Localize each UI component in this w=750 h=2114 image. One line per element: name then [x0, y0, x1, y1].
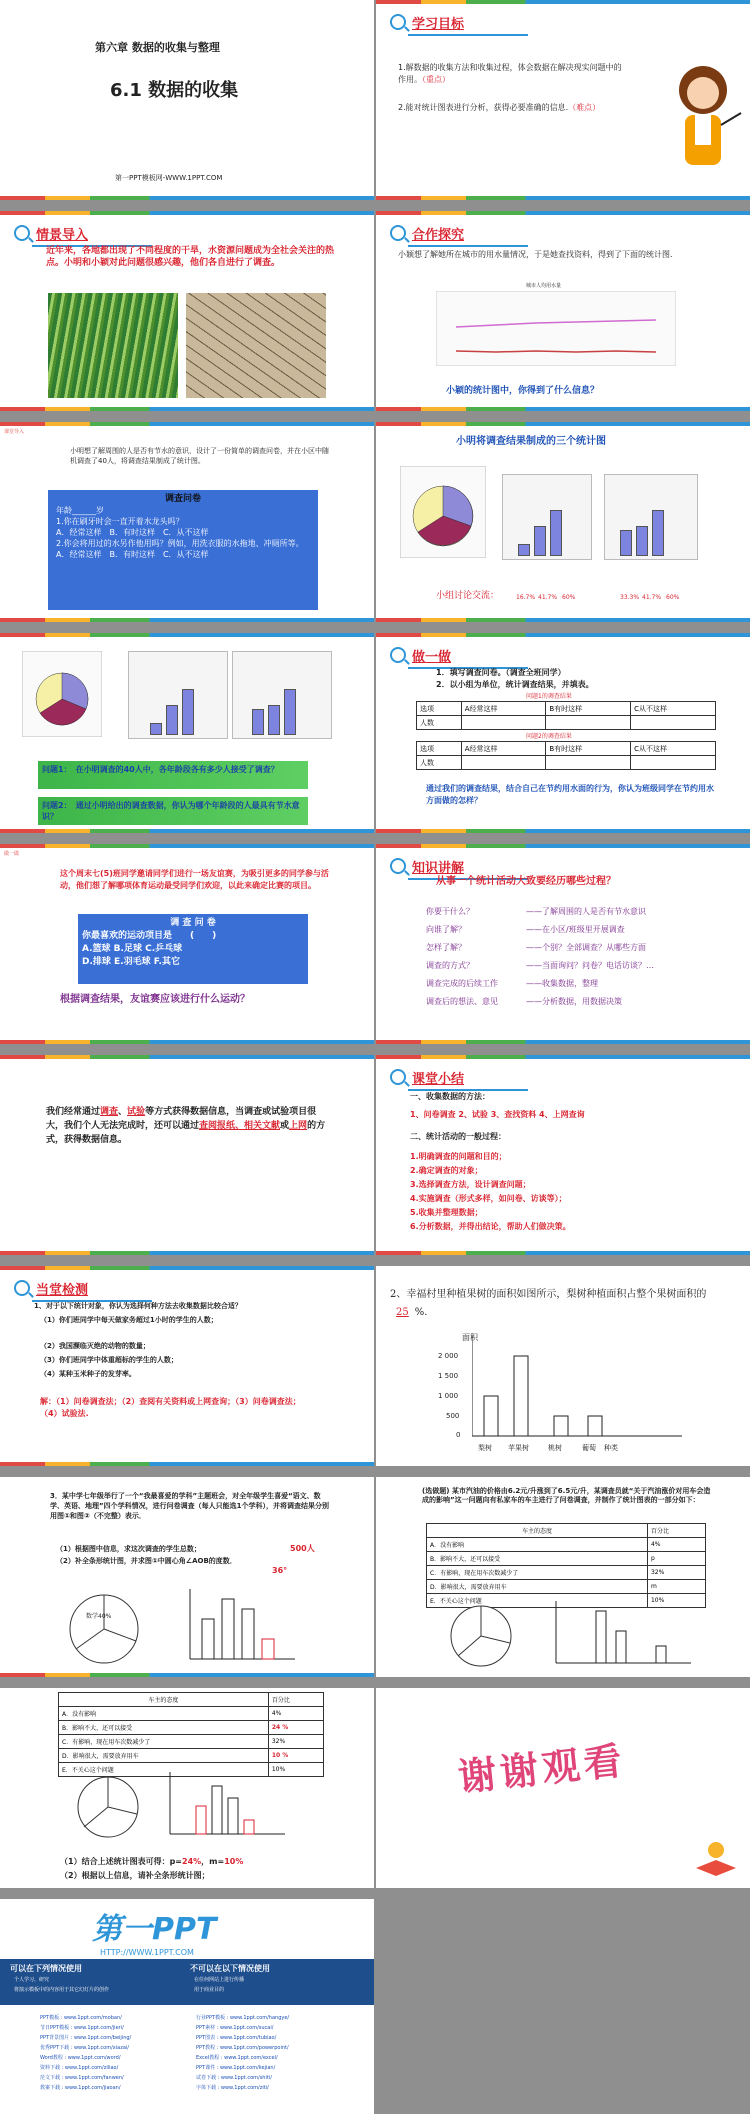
methods-text: 我们经常通过调查、试验等方式获得数据信息，当调查或试验项目很大，我们个人无法完成时，还可以通过查阅报纸、相关文献或上网的方式，获得数据信息。: [46, 1107, 326, 1145]
section-header: 合作探究: [390, 223, 464, 243]
section-header: 学习目标: [390, 12, 464, 32]
footer-text: 第一PPT模板网-WWW.1PPT.COM: [115, 174, 223, 182]
y-tick-1500: 1 500: [438, 1372, 459, 1380]
chapter-title: 第六章 数据的收集与整理: [95, 41, 220, 54]
slide-survey: 课堂导入 小明想了解周围的人是否有节水的意识，设计了一份简单的调查问卷，并在小区中随机调查了40人，将调查结果制成了统计图。 调查问卷 年龄______岁 1.你在刷牙时会一直开着水龙头吗？ A．经常这样 B．有时这样 C．从不这样 2.你会将用过的水另作他用吗？例如，用洗衣服的水拖地、冲厕所等。 A．经常这样 B．有时这样 C．从不这样: [0, 422, 374, 622]
slide-fuel: (选做题) 某市汽油的价格由6.2元/升涨到了6.5元/升，某调查员就“关于汽油涨价对用车会造成的影响”这一问题向有私家车的车主进行了问卷调查，并制作了统计图表的一部分如下： 车主的态度 百分比 A．没有影响 4% B．影响不大，还可以接受 p C．有影响，现在用车次数减少了 32% D．影响很大，需要放弃用车 m E．不关心这个问题 10%: [376, 1477, 750, 1677]
y-tick-0: 0: [456, 1431, 461, 1439]
magnifier-icon: [14, 225, 30, 241]
slide-summary: 课堂小结 一、收集数据的方法： 1、问卷调查 2、试验 3、查找资料 4、上网查询 二、统计活动的一般过程： 1.明确调查的问题和目的； 2.确定调查的对象； 3.选择调查方法，设计调查问题； 4.实施调查（形式多样，如问卷、访谈等）； 5.收集并整理数据； 6.分析数据，并得出结论，帮助人们做决策。: [376, 1055, 750, 1255]
fuel-answer-table: 车主的态度 百分比 A．没有影响 4% B．影响不大，还可以接受 24 % C．有影响，现在用车次数减少了 32% D．影响很大，需要放弃用车 10 % E．不关心这个问题 10%: [58, 1692, 324, 1777]
section-header: 知识讲解: [390, 856, 464, 876]
section-header: 课堂小结: [390, 1067, 464, 1087]
charts-title: 小明将调查结果制成的三个统计图: [456, 436, 606, 447]
bar-苹果树: [514, 1356, 528, 1436]
slide-knowledge: 知识讲解 从事一个统计活动大致要经历哪些过程？ 你要干什么？ ——了解周围的人是否有节水意识 向谁了解？ ——在小区/班级里开展调查 怎样了解？ ——个别？全部调查？从哪些方面 调查的方式？ ——当面询问？问卷？电话访谈？… 调查完成的后续工作 ——收集数据，整理 调查后的想法、意见 ——分析数据，用数据决策: [376, 844, 750, 1044]
x-label-grape: 葡萄: [582, 1444, 596, 1452]
survey-box: 调查问卷 年龄______岁 1.你在刷牙时会一直开着水龙头吗？ A．经常这样 B．有时这样 C．从不这样 2.你会将用过的水另作他用吗？例如，用洗衣服的水拖地、冲厕所等。 A．经常这样 B．有时这样 C．从不这样: [48, 490, 318, 610]
slide-orchard: 2、幸福村里种植果树的面积如图所示，梨树种植面积占整个果树面积的25 %. 面积 2 000 1 500 1 000 500 0 梨树 苹果树 桃树 葡萄 种类: [376, 1266, 750, 1466]
bar-葡萄: [588, 1416, 602, 1436]
water-usage-line-chart: [436, 291, 676, 366]
orchard-question: 2、幸福村里种植果树的面积如图所示，梨树种植面积占整个果树面积的25 %.: [390, 1289, 707, 1318]
slide-explore: [376, 211, 750, 411]
y-tick-2000: 2 000: [438, 1352, 459, 1360]
slide-subjects: 3．某中学七年级举行了一个“我最喜爱的学科”主题班会，对全年级学生喜爱“语文、数学、英语、地理”四个学科情况，进行问卷调查（每人只能选1个学科），并将调查结果分别用图①和图②（不完整）表示． （1）根据图中信息，求这次调查的学生总数； 500人 （2）补全条形统计图，并求图①中圆心角∠AOB的度数． 36° 数学40%: [0, 1477, 374, 1677]
y-tick-500: 500: [446, 1412, 460, 1420]
slide-site-info: 第一PPT HTTP://WWW.1PPT.COM 可以在下列情况使用 个人学习、研究 将演示模板中的内容用于其它幻灯片的创作 不可以在以下情况使用 在任何网站上进行传播 用于商业目的 PPT模板 : www.1ppt.com/moban/ 节日PPT模板 : www.1ppt.com/jieri/ PPT背景图片 : www.1ppt.com/beijing/ 优秀PPT下载 : www.1ppt.com/xiazai/ Word教程 : www.1ppt.com/word/ 资料下载 : www.1ppt.com/ziliao/ 范文下载 : www.1ppt.com/fanwen/ 教案下载 : www.1ppt.com/jiaoan/ 行业PPT模板 : www.1ppt.com/hangye/ PPT素材 : www.1ppt.com/sucai/ PPT图表 : www.1ppt.com/tubiao/ PPT教程 : www.1ppt.com/powerpoint/ Excel教程 : www.1ppt.com/excel/ PPT课件 : www.1ppt.com/kejian/ 试卷下载 : www.1ppt.com/shiti/ 字体下载 : www.1ppt.com/ziti/: [0, 1899, 374, 2114]
slide-methods: [0, 1055, 374, 1255]
intro-text: 近年来，各地都出现了不同程度的干旱，水资源问题成为全社会关注的热点。小明和小颖对此问题很感兴趣，他们各自进行了调查。: [46, 246, 335, 268]
slide-three-charts: 小明将调查结果制成的三个统计图 小组讨论交流： 16.7% 41.7% 60% 33.3% 41.7% 60%: [376, 422, 750, 622]
magnifier-icon: [390, 225, 406, 241]
thanks-text: 谢谢观看: [456, 1738, 628, 1800]
try-note: 通过我们的调查结果，结合自己在节约用水面的行为，你认为班级同学在节约用水方面做的怎样？: [426, 784, 714, 805]
bar-梨树: [484, 1396, 498, 1436]
goal-1: 1.解数据的收集方法和收集过程，体会数据在解决现实问题中的作用。（重点）: [398, 63, 622, 84]
slide-sports-survey: 做一做 这个周末七(5)班同学邀请同学们进行一场友谊赛，为吸引更多的同学参与活动，他们想了解哪项体育运动最受同学们欢迎，以此来确定比赛的项目。 调 查 问 卷 你最喜欢的运动项目是 ( ) A.篮球 B.足球 C.乒乓球 D.排球 E.羽毛球 F.其它 根据调查结果，友谊赛应该进行什么运动？: [0, 844, 374, 1044]
line-chart-title: 城市人均用水量: [526, 283, 562, 289]
site-logo: 第一PPT: [92, 1912, 217, 1947]
explore-question: 小颖的统计图中，你得到了什么信息？: [446, 386, 600, 396]
fuel-bar-chart: [546, 1601, 696, 1671]
age-pie-chart-small: [22, 651, 102, 737]
sports-question: 根据调查结果，友谊赛应该进行什么运动？: [60, 994, 250, 1005]
sports-survey-box: 调 查 问 卷 你最喜欢的运动项目是 ( ) A.篮球 B.足球 C.乒乓球 D.排球 E.羽毛球 F.其它: [78, 914, 308, 984]
section-header: 做一做: [390, 645, 451, 665]
slide-questions: [0, 633, 374, 833]
survey-intro: 小明想了解周围的人是否有节水的意识，设计了一份简单的调查问卷，并在小区中随机调查了40人，将调查结果制成了统计图。: [70, 447, 329, 465]
teacher-illustration: [661, 55, 746, 185]
slide-title: [0, 0, 374, 200]
slide-fuel-answer: 车主的态度 百分比 A．没有影响 4% B．影响不大，还可以接受 24 % C．有影响，现在用车次数减少了 32% D．影响很大，需要放弃用车 10 % E．不关心这个问题 10% （1）结合上述统计图表可得：p=24%，m=10% （2）根据以上信息，请补全条形统计图；: [0, 1688, 374, 1888]
slide-goals: [376, 0, 750, 200]
y-tick-1000: 1 000: [438, 1392, 459, 1400]
explore-text: 小颖想了解她所在城市的用水量情况，于是她查找资料，得到了下面的统计图.: [398, 250, 673, 259]
sports-intro: 这个周末七(5)班同学邀请同学们进行一场友谊赛，为吸引更多的同学参与活动，他们想了解哪项体育运动最受同学们欢迎，以此来确定比赛的项目。: [60, 869, 329, 890]
fuel-answer-bar-chart: [160, 1772, 290, 1842]
x-label-apple: 苹果树: [508, 1444, 529, 1452]
result-table-2: 选项 A经常这样 B有时这样 C从不这样 人数: [416, 741, 716, 770]
lesson-title: 6.1 数据的收集: [110, 80, 239, 101]
question-1: 问题1： 在小明调查的40人中，各年龄段各有多少人接受了调查？: [38, 761, 308, 789]
fuel-table: 车主的态度 百分比 A．没有影响 4% B．影响不大，还可以接受 p C．有影响，现在用车次数减少了 32% D．影响很大，需要放弃用车 m E．不关心这个问题 10%: [426, 1523, 706, 1608]
slide-test: 当堂检测 1、对于以下统计对象，你认为选择何种方法去收集数据比较合适？ （1）你们班同学中每天做家务超过1小时的学生的人数； （2）我国濒临灭绝的动物的数量； （3）你们班同学中体重超标的学生的人数； （4）某种玉米种子的发芽率。 解：（1）问卷调查法；（2）查阅有关资料或上网查询；（3）问卷调查法；（4）试验法.: [0, 1266, 374, 1466]
result-table-1: 选项 A经常这样 B有时这样 C从不这样 人数: [416, 701, 716, 730]
slide-thanks: [376, 1688, 750, 1888]
link-list-right[interactable]: 行业PPT模板 : www.1ppt.com/hangye/ PPT素材 : www.1ppt.com/sucai/ PPT图表 : www.1ppt.com/tubiao/ PPT教程 : www.1ppt.com/powerpoint/ Excel教程 : www.1ppt.com/excel/ PPT课件 : www.1ppt.com/kejian/ 试卷下载 : www.1ppt.com/shiti/ 字体下载 : www.1ppt.com/ziti/: [196, 2015, 290, 2091]
magnifier-icon: [390, 858, 406, 874]
discuss-caption: 小组讨论交流：: [436, 591, 500, 601]
age-pie-chart: [400, 466, 486, 558]
magnifier-icon: [14, 1280, 30, 1296]
x-label-pear: 梨树: [478, 1444, 492, 1452]
slide-intro: [0, 211, 374, 411]
subjects-pie-chart: [64, 1589, 144, 1669]
test-answer: 解：（1）问卷调查法；（2）查阅有关资料或上网查询；（3）问卷调查法；（4）试验法.: [40, 1397, 301, 1418]
magnifier-icon: [390, 14, 406, 30]
bar-桃树: [554, 1416, 568, 1436]
fuel-answer-pie-chart: [68, 1772, 148, 1842]
knowledge-title: 从事一个统计活动大致要经历哪些过程？: [436, 876, 616, 887]
link-list-left[interactable]: PPT模板 : www.1ppt.com/moban/ 节日PPT模板 : www.1ppt.com/jieri/ PPT背景图片 : www.1ppt.com/beijing/ 优秀PPT下载 : www.1ppt.com/xiazai/ Word教程 : www.1ppt.com/word/ 资料下载 : www.1ppt.com/ziliao/ 范文下载 : www.1ppt.com/fanwen/ 教案下载 : www.1ppt.com/jiaoan/: [40, 2015, 132, 2091]
fuel-pie-chart: [446, 1601, 516, 1671]
color-bar: [0, 196, 374, 200]
goal-2: 2.能对统计图表进行分析，获得必要准确的信息.（难点）: [398, 103, 601, 112]
book-icon: [694, 1838, 738, 1878]
section-header: 当堂检测: [14, 1278, 88, 1298]
section-header: 情景导入: [14, 223, 88, 243]
photo-cracked-earth: [186, 293, 326, 398]
magnifier-icon: [390, 647, 406, 663]
photo-farmer: [48, 293, 178, 398]
subjects-bar-chart: [180, 1589, 300, 1669]
orchard-bar-chart: [472, 1336, 692, 1440]
slide-try: 做一做 1．填写调查问卷。（调查全班同学） 2．以小组为单位，统计调查结果，并填表。 问题1的调查结果 选项 A经常这样 B有时这样 C从不这样 人数 问题2的调查结果 选项 A经常这样 B有时这样 C从不这样 人数 通过我们的调查结果，结合自己在节约用水面的行为，你认为班级同学在节约用水方面做的怎样？: [376, 633, 750, 833]
question-2: 问题2： 通过小明给出的调查数据，你认为哪个年龄段的人最具有节水意识？: [38, 797, 308, 825]
x-label-peach: 桃树: [548, 1444, 562, 1452]
magnifier-icon: [390, 1069, 406, 1085]
